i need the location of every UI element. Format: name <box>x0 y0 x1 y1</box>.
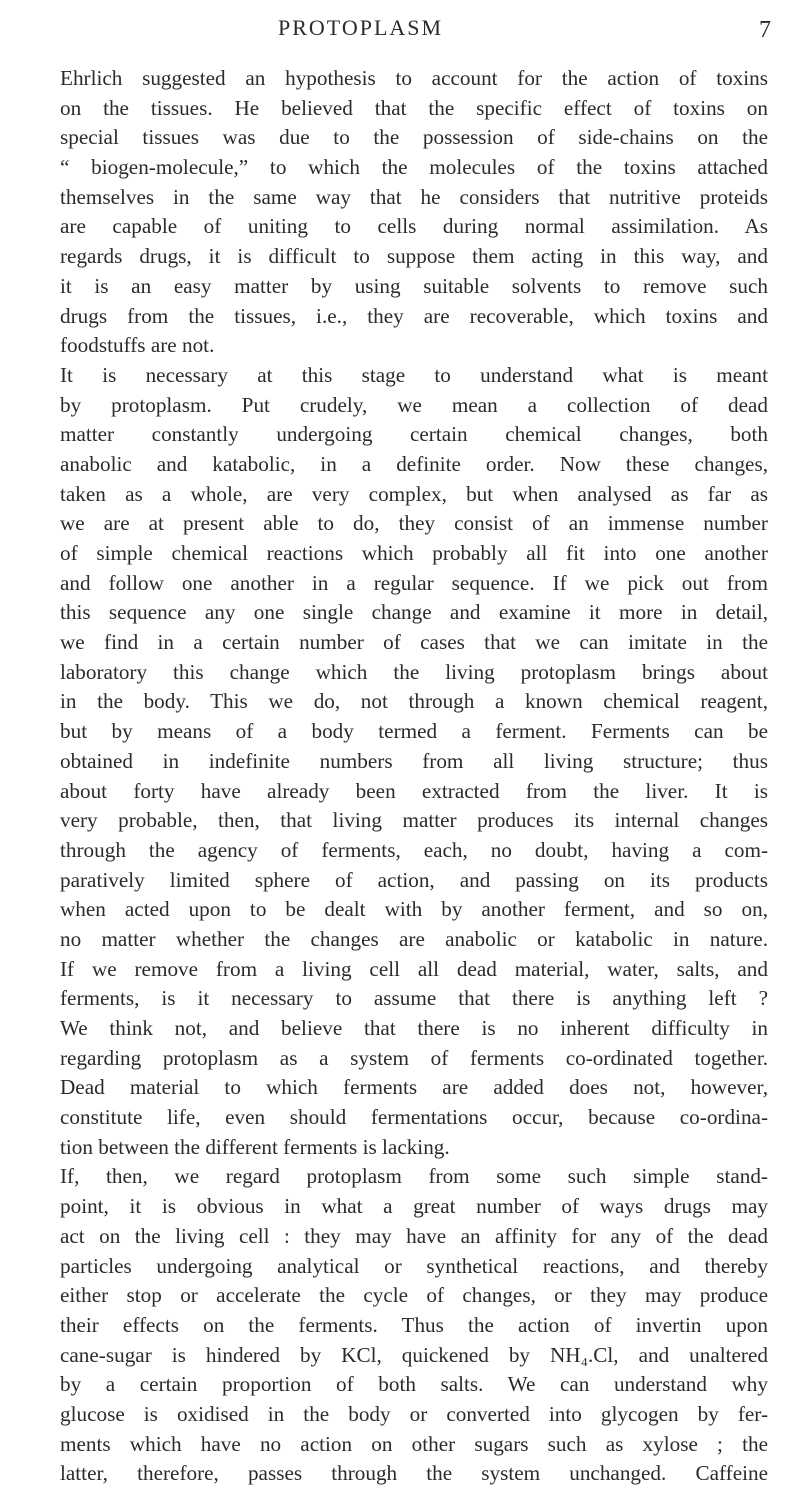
text-line: tion between the different ferments is lacking. <box>60 1134 450 1159</box>
text-line: of simple chemical reactions which probably all fit into one another <box>60 541 768 565</box>
text-line: foodstuffs are not. <box>60 333 215 358</box>
text-line: particles undergoing analytical or synthetical reactions, and thereby <box>60 1253 768 1278</box>
text-line: paratively limited sphere of action, and passing on its products <box>60 867 768 892</box>
text-line: regarding protoplasm as a system of ferments co-ordinated together. <box>60 1045 768 1070</box>
text-line: are capable of uniting to cells during normal assimilation. As <box>60 214 768 239</box>
text-line: in the body. This we do, not through a known chemical reagent, <box>60 689 768 714</box>
text-line: very probable, then, that living matter produces its internal changes <box>60 808 768 833</box>
text-line: Ehrlich suggested an hypothesis to account for the action of toxins <box>60 66 768 90</box>
text-line: taken as a whole, are very complex, but when analysed as far as <box>60 481 768 506</box>
running-title: PROTOPLASM <box>278 15 444 40</box>
text-line: cane-sugar is hindered by KCl, quickened by NH₄.Cl, and unaltered <box>60 1342 768 1367</box>
text-line: If we remove from a living cell all dead material, water, salts, and <box>60 956 768 981</box>
text-line: matter constantly undergoing certain chemical changes, both <box>60 422 768 447</box>
text-line: by protoplasm. Put crudely, we mean a collection of dead <box>60 392 768 417</box>
text-line: we find in a certain number of cases that we can imitate in the <box>60 630 768 655</box>
body-text <box>60 64 768 1489</box>
text-line: “ biogen-molecule,” to which the molecules of the toxins attached <box>60 155 768 180</box>
text-line: either stop or accelerate the cycle of changes, or they may produce <box>60 1283 768 1308</box>
text-line: obtained in indefinite numbers from all living structure; thus <box>60 748 768 773</box>
text-line: latter, therefore, passes through the system unchanged. Caffeine <box>60 1461 768 1486</box>
text-line: but by means of a body termed a ferment. Ferments can be <box>60 719 768 744</box>
text-line: their effects on the ferments. Thus the action of invertin upon <box>60 1312 768 1337</box>
text-line: constitute life, even should fermentations occur, because co-ordina- <box>60 1105 768 1130</box>
text-line: If, then, we regard protoplasm from some such simple stand- <box>60 1164 768 1189</box>
text-line: when acted upon to be dealt with by another ferment, and so on, <box>60 897 768 922</box>
text-line: anabolic and katabolic, in a definite order. Now these changes, <box>60 451 768 476</box>
text-line: through the agency of ferments, each, no doubt, having a com- <box>60 837 768 862</box>
text-line: point, it is obvious in what a great number of ways drugs may <box>60 1194 768 1219</box>
text-line: laboratory this change which the living protoplasm brings about <box>60 659 768 684</box>
text-line: we are at present able to do, they consist of an immense number <box>60 511 768 536</box>
text-line: on the tissues. He believed that the specific effect of toxins on <box>60 95 768 120</box>
text-line: drugs from the tissues, i.e., they are recoverable, which toxins and <box>60 303 768 328</box>
text-line: and follow one another in a regular sequence. If we pick out from <box>60 570 768 595</box>
text-line: it is an easy matter by using suitable solvents to remove such <box>60 273 768 298</box>
text-line: by a certain proportion of both salts. We can understand why <box>60 1372 768 1397</box>
page-number: 7 <box>759 17 773 43</box>
text-line: glucose is oxidised in the body or converted into glycogen by fer- <box>60 1401 768 1426</box>
text-line: no matter whether the changes are anabolic or katabolic in nature. <box>60 926 768 951</box>
text-line: Dead material to which ferments are added does not, however, <box>60 1075 768 1100</box>
text-line: act on the living cell : they may have an affinity for any of the dead <box>60 1223 768 1248</box>
text-line: about forty have already been extracted from the liver. It is <box>60 778 768 803</box>
text-line: ments which have no action on other sugars such as xylose ; the <box>60 1431 768 1456</box>
text-line: themselves in the same way that he considers that nutritive proteids <box>60 184 768 209</box>
text-line: special tissues was due to the possession of side-chains on the <box>60 125 768 150</box>
text-line: We think not, and believe that there is no inherent difficulty in <box>60 1016 768 1040</box>
text-line: ferments, is it necessary to assume that there is anything left ? <box>60 986 768 1011</box>
text-line: this sequence any one single change and examine it more in detail, <box>60 600 768 625</box>
text-line: It is necessary at this stage to understand what is meant <box>60 362 768 387</box>
text-line: regards drugs, it is difficult to suppose them acting in this way, and <box>60 244 768 269</box>
